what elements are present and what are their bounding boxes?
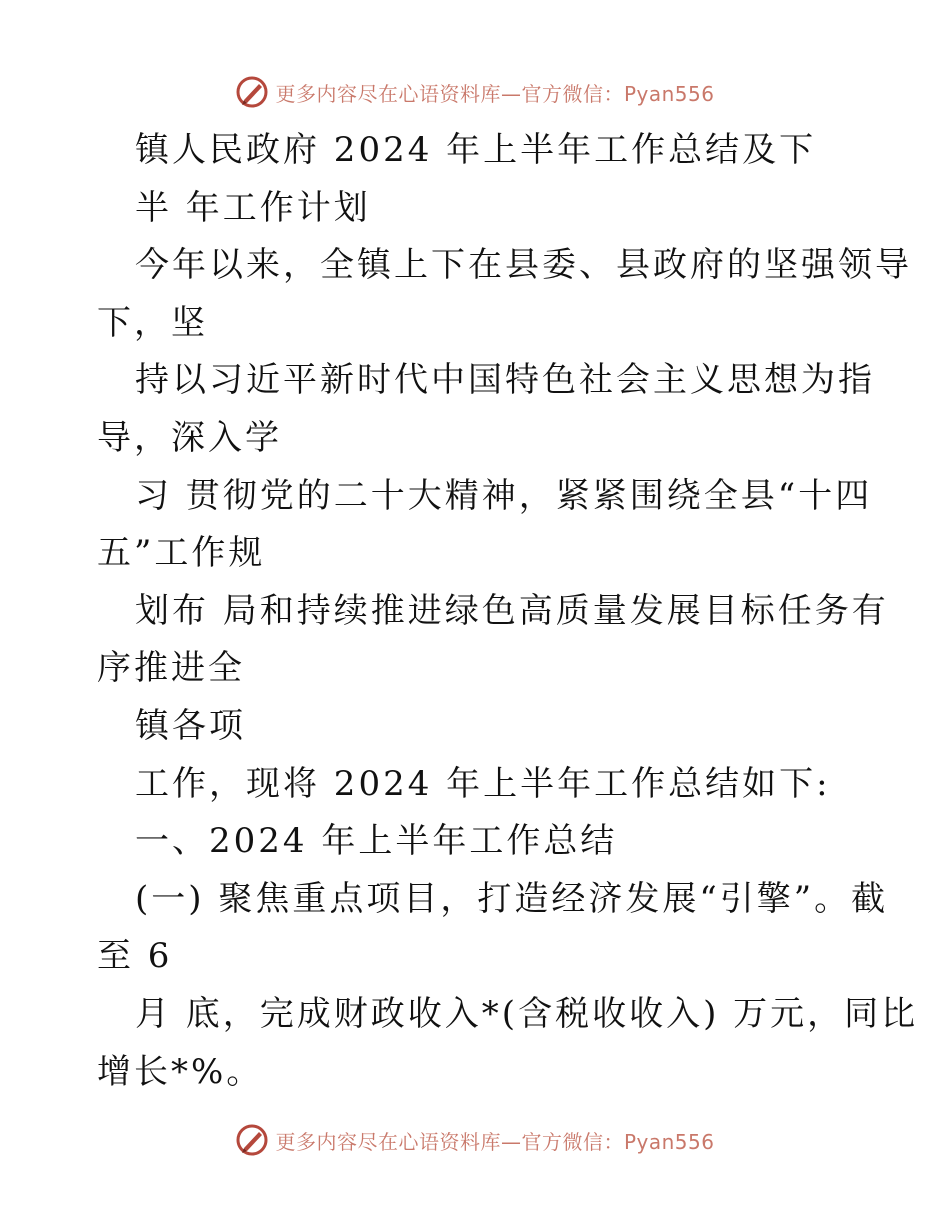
text-line: 至 6	[97, 936, 173, 977]
text-line: 持以习近平新时代中国特色社会主义思想为指	[135, 360, 875, 401]
text-line: 导，深入学	[97, 417, 282, 458]
text-line: (一) 聚焦重点项目，打造经济发展“引擎”。截	[135, 878, 889, 919]
watermark-text: 更多内容尽在心语资料库—官方微信：Pyan556	[275, 1129, 715, 1154]
text-line: 今年以来，全镇上下在县委、县政府的坚强领导	[135, 245, 912, 286]
text-line: 一、2024 年上半年工作总结	[135, 821, 618, 862]
text-line: 五”工作规	[97, 533, 266, 574]
document-body	[97, 122, 919, 1101]
text-line: 下，坚	[97, 302, 208, 343]
pen-logo-icon	[235, 75, 269, 109]
header-watermark	[0, 70, 950, 114]
text-line: 镇各项	[135, 705, 246, 746]
footer-watermark	[0, 1118, 950, 1162]
text-line: 划布 局和持续推进绿色高质量发展目标任务有	[135, 590, 889, 631]
text-line: 镇人民政府 2024 年上半年工作总结及下	[135, 130, 817, 170]
text-line: 半 年工作计划	[135, 187, 371, 228]
text-line: 增长*%。	[97, 1051, 264, 1092]
pen-logo-icon	[235, 1123, 269, 1157]
text-line: 习 贯彻党的二十大精神，紧紧围绕全县“十四	[135, 475, 873, 516]
text-line: 工作，现将 2024 年上半年工作总结如下:	[135, 763, 831, 804]
text-line: 序推进全	[97, 648, 245, 689]
watermark-text: 更多内容尽在心语资料库—官方微信：Pyan556	[275, 81, 715, 106]
text-line: 月 底，完成财政收入*(含税收收入) 万元，同比	[135, 993, 919, 1034]
